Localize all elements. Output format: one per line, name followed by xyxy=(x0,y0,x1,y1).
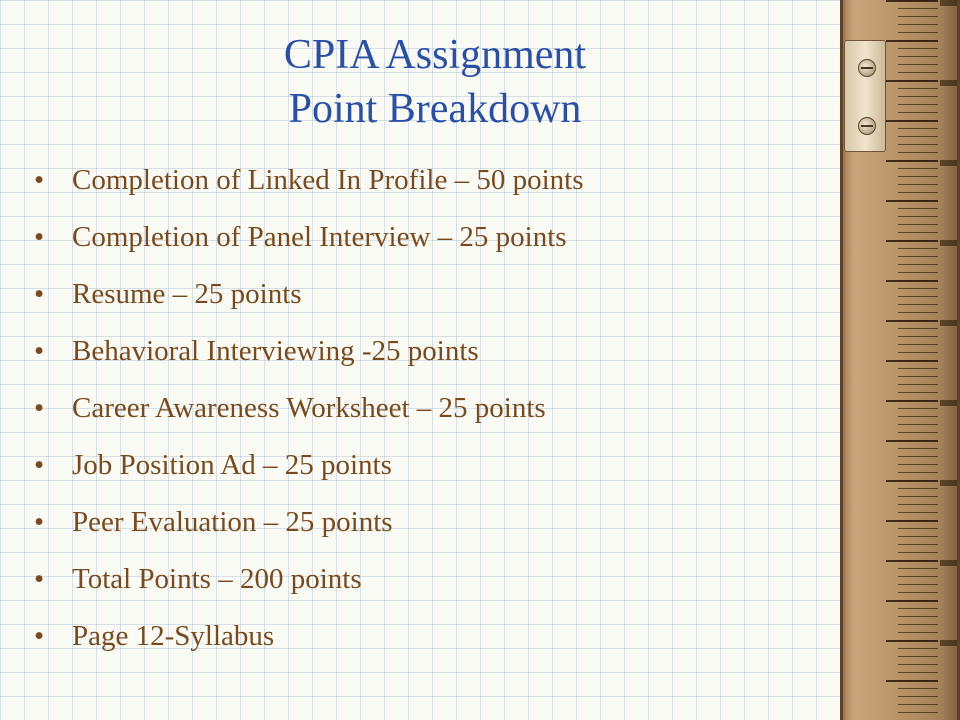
bullet-icon: • xyxy=(34,620,45,652)
screw-icon xyxy=(858,59,876,77)
list-item xyxy=(34,449,583,481)
list-item xyxy=(34,392,583,424)
bullet-icon: • xyxy=(34,278,45,310)
ruler-decoration xyxy=(840,0,960,720)
bullet-icon: • xyxy=(34,335,45,367)
ruler-edge xyxy=(840,0,843,720)
list-item-text: Job Position Ad – 25 points xyxy=(72,449,392,481)
bullet-icon: • xyxy=(34,221,45,253)
list-item-text: Page 12-Syllabus xyxy=(72,620,275,652)
list-item xyxy=(34,221,583,253)
bullet-icon: • xyxy=(34,563,45,595)
bullet-list xyxy=(34,164,583,677)
list-item xyxy=(34,563,583,595)
bullet-icon: • xyxy=(34,449,45,481)
ruler-major-ticks xyxy=(886,0,938,720)
list-item-text: Total Points – 200 points xyxy=(72,563,362,595)
list-item xyxy=(34,278,583,310)
list-item xyxy=(34,164,583,196)
list-item-text: Completion of Linked In Profile – 50 points xyxy=(72,164,584,196)
bullet-icon: • xyxy=(34,392,45,424)
slide-title xyxy=(0,28,870,136)
list-item-text: Behavioral Interviewing -25 points xyxy=(72,335,479,367)
bullet-icon: • xyxy=(34,164,45,196)
ruler-slider xyxy=(844,40,886,152)
list-item-text: Resume – 25 points xyxy=(72,278,302,310)
list-item-text: Completion of Panel Interview – 25 points xyxy=(72,221,567,253)
list-item xyxy=(34,506,583,538)
list-item xyxy=(34,335,583,367)
list-item-text: Peer Evaluation – 25 points xyxy=(72,506,393,538)
bullet-icon: • xyxy=(34,506,45,538)
title-line-1: CPIA Assignment xyxy=(283,32,587,78)
title-line-2: Point Breakdown xyxy=(288,86,582,132)
list-item xyxy=(34,620,583,652)
list-item-text: Career Awareness Worksheet – 25 points xyxy=(72,392,546,424)
screw-icon xyxy=(858,117,876,135)
